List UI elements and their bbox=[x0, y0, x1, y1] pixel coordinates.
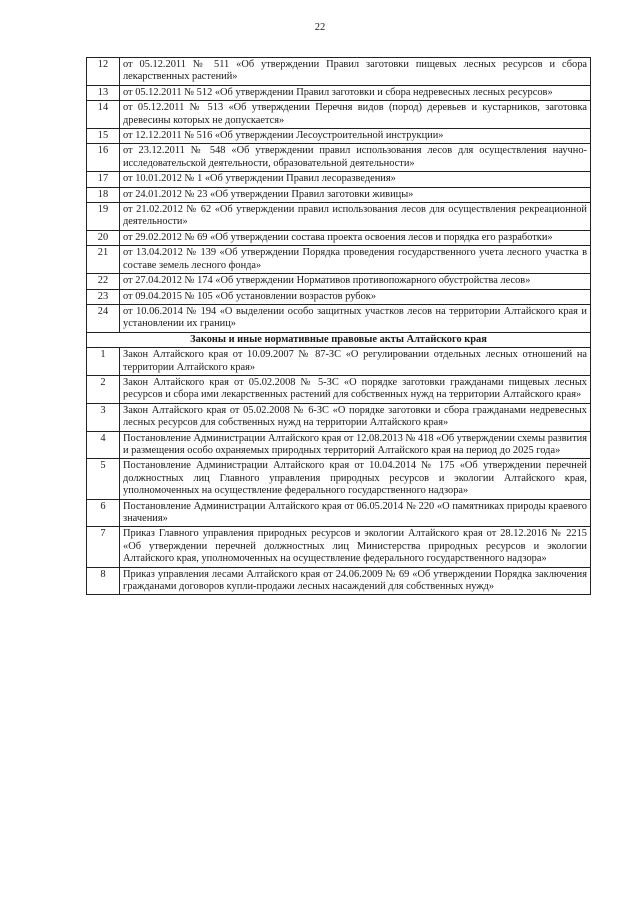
table-row bbox=[87, 187, 591, 202]
table-row bbox=[87, 129, 591, 144]
table-row bbox=[87, 499, 591, 527]
row-document-title: от 10.06.2014 № 194 «О выделении особо защитных участков лесов на территории Алтайского края и установлении их границ» bbox=[120, 304, 591, 332]
row-document-title: Постановление Администрации Алтайского края от 06.05.2014 № 220 «О памятниках природы краевого значения» bbox=[120, 499, 591, 527]
row-number: 14 bbox=[87, 101, 120, 129]
table-row bbox=[87, 289, 591, 304]
row-document-title: от 05.12.2011 № 513 «Об утверждении Перечня видов (пород) деревьев и кустарников, заготовка древесины которых не допускается» bbox=[120, 101, 591, 129]
row-number: 19 bbox=[87, 203, 120, 231]
row-number: 1 bbox=[87, 348, 120, 376]
table-row bbox=[87, 58, 591, 86]
table-row bbox=[87, 459, 591, 499]
row-document-title: Постановление Администрации Алтайского края от 12.08.2013 № 418 «Об утверждении схемы развития и размещения особо охраняемых природных территорий Алтайского края на период до 2025 года» bbox=[120, 431, 591, 459]
row-number: 8 bbox=[87, 567, 120, 595]
row-document-title: от 05.12.2011 № 512 «Об утверждении Правил заготовки и сбора недревесных лесных ресурсов» bbox=[120, 85, 591, 100]
table-row bbox=[87, 567, 591, 595]
row-document-title: от 23.12.2011 № 548 «Об утверждении правил использования лесов для осуществления научно-исследовательской деятельности, образовательной деятельности» bbox=[120, 144, 591, 172]
row-document-title: от 21.02.2012 № 62 «Об утверждении правил использования лесов для осуществления рекреационной деятельности» bbox=[120, 203, 591, 231]
row-number: 4 bbox=[87, 431, 120, 459]
section-heading: Законы и иные нормативные правовые акты Алтайского края bbox=[87, 332, 591, 347]
row-number: 22 bbox=[87, 274, 120, 289]
table-row bbox=[87, 85, 591, 100]
row-number: 20 bbox=[87, 230, 120, 245]
row-document-title: Постановление Администрации Алтайского края от 10.04.2014 № 175 «Об утверждении перечней должностных лиц Главного управления природных ресурсов и экологии Алтайского края, уполномоченных на осуществление федерального государственного надзора» bbox=[120, 459, 591, 499]
row-document-title: от 13.04.2012 № 139 «Об утверждении Порядка проведения государственного учета лесного участка в составе земель лесного фонда» bbox=[120, 246, 591, 274]
row-document-title: от 09.04.2015 № 105 «Об установлении возрастов рубок» bbox=[120, 289, 591, 304]
table-row bbox=[87, 527, 591, 567]
section-heading-row bbox=[87, 332, 591, 347]
row-number: 21 bbox=[87, 246, 120, 274]
table-row bbox=[87, 101, 591, 129]
row-number: 13 bbox=[87, 85, 120, 100]
row-number: 6 bbox=[87, 499, 120, 527]
row-document-title: от 10.01.2012 № 1 «Об утверждении Правил лесоразведения» bbox=[120, 172, 591, 187]
legal-acts-table-body bbox=[87, 58, 591, 595]
table-row bbox=[87, 274, 591, 289]
row-document-title: Приказ Главного управления природных ресурсов и экологии Алтайского края от 28.12.2016 № 2215 «Об утверждении перечней должностных лиц Министерства природных ресурсов и экологии Алтайского края, уполномоченных на осуществление федерального государственного надзора» bbox=[120, 527, 591, 567]
row-number: 2 bbox=[87, 375, 120, 403]
table-row bbox=[87, 172, 591, 187]
legal-acts-table bbox=[86, 57, 591, 595]
row-document-title: от 24.01.2012 № 23 «Об утверждении Правил заготовки живицы» bbox=[120, 187, 591, 202]
row-number: 5 bbox=[87, 459, 120, 499]
row-number: 7 bbox=[87, 527, 120, 567]
row-document-title: от 12.12.2011 № 516 «Об утверждении Лесоустроительной инструкции» bbox=[120, 129, 591, 144]
table-row bbox=[87, 144, 591, 172]
table-row bbox=[87, 403, 591, 431]
row-number: 12 bbox=[87, 58, 120, 86]
row-number: 24 bbox=[87, 304, 120, 332]
row-document-title: Закон Алтайского края от 05.02.2008 № 5-ЗС «О порядке заготовки гражданами пищевых лесных ресурсов и сбора ими лекарственных растений для собственных нужд на территории Алтайского края» bbox=[120, 375, 591, 403]
page-number: 22 bbox=[314, 22, 326, 33]
row-number: 18 bbox=[87, 187, 120, 202]
row-document-title: Приказ управления лесами Алтайского края от 24.06.2009 № 69 «Об утверждении Порядка заключения гражданами договоров купли-продажи лесных насаждений для собственных нужд» bbox=[120, 567, 591, 595]
row-number: 16 bbox=[87, 144, 120, 172]
table-row bbox=[87, 246, 591, 274]
row-document-title: от 05.12.2011 № 511 «Об утверждении Правил заготовки пищевых лесных ресурсов и сбора лекарственных растений» bbox=[120, 58, 591, 86]
table-row bbox=[87, 375, 591, 403]
row-number: 23 bbox=[87, 289, 120, 304]
table-row bbox=[87, 304, 591, 332]
table-row bbox=[87, 431, 591, 459]
row-number: 15 bbox=[87, 129, 120, 144]
row-document-title: от 27.04.2012 № 174 «Об утверждении Нормативов противопожарного обустройства лесов» bbox=[120, 274, 591, 289]
row-document-title: Закон Алтайского края от 10.09.2007 № 87-ЗС «О регулировании отдельных лесных отношений на территории Алтайского края» bbox=[120, 348, 591, 376]
row-document-title: Закон Алтайского края от 05.02.2008 № 6-ЗС «О порядке заготовки и сбора гражданами недревесных лесных ресурсов для собственных нужд на территории Алтайского края» bbox=[120, 403, 591, 431]
row-number: 3 bbox=[87, 403, 120, 431]
table-row bbox=[87, 203, 591, 231]
row-number: 17 bbox=[87, 172, 120, 187]
table-row bbox=[87, 348, 591, 376]
table-row bbox=[87, 230, 591, 245]
row-document-title: от 29.02.2012 № 69 «Об утверждении состава проекта освоения лесов и порядка его разработки» bbox=[120, 230, 591, 245]
